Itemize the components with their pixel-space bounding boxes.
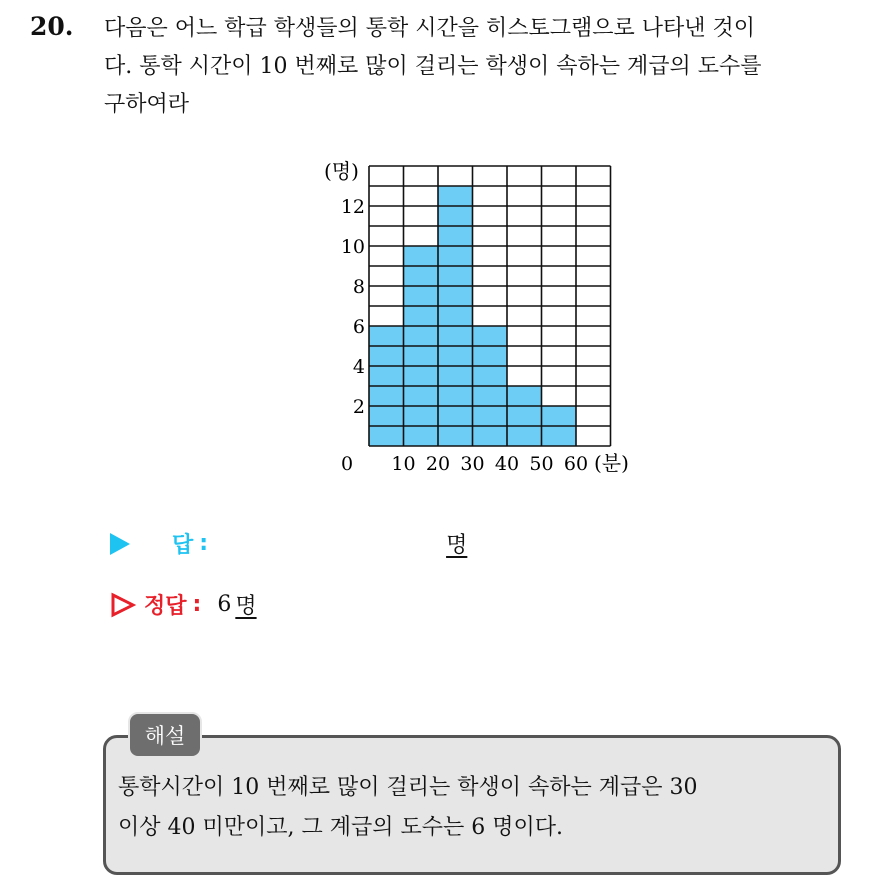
question-line: 다. 통학 시간이 10 번째로 많이 걸리는 학생이 속하는 계급의 도수를: [104, 54, 762, 79]
question-line: 다음은 어느 학급 학생들의 통학 시간을 히스토그램으로 나타낸 것이: [104, 16, 756, 41]
histogram-bar: [438, 186, 473, 446]
explanation-line: 이상 40 미만이고, 그 계급의 도수는 6 명이다.: [118, 815, 563, 840]
x-tick-label: 30: [460, 453, 485, 475]
y-tick-label: 12: [340, 196, 365, 218]
histogram-chart: [318, 152, 648, 482]
explanation-text: [118, 768, 838, 848]
x-tick-label: 10: [391, 453, 416, 475]
answer-colon: :: [199, 531, 209, 556]
question-text: [104, 10, 874, 124]
y-tick-label: 10: [340, 236, 365, 258]
outline-triangle-icon: [110, 592, 136, 618]
explanation-line: 통학시간이 10 번째로 많이 걸리는 학생이 속하는 계급은 30: [118, 775, 698, 800]
answer-unit: 명: [446, 533, 468, 558]
x-tick-label: 40: [494, 453, 520, 475]
x-tick-label: 50: [529, 453, 554, 475]
question-number: 20.: [30, 12, 74, 41]
x-tick-label: 20: [425, 453, 451, 475]
histogram-bar: [507, 386, 542, 446]
x-tick-labels: [341, 453, 588, 475]
y-tick-label: 4: [352, 356, 365, 378]
y-tick-labels: [341, 196, 365, 418]
correct-answer-colon: :: [192, 592, 202, 617]
y-tick-label: 6: [352, 316, 365, 338]
explanation-tag: 해설: [128, 712, 202, 758]
question-line: 구하여라: [104, 92, 190, 117]
answer-label: 답: [172, 533, 194, 558]
play-triangle-icon: [110, 533, 130, 555]
y-tick-label: 2: [352, 396, 365, 418]
x-axis-label: (분): [594, 451, 629, 475]
x-tick-label: 0: [341, 453, 354, 475]
answer-row: [110, 528, 467, 559]
correct-answer-value: 6: [217, 592, 232, 617]
y-axis-label: (명): [324, 159, 359, 183]
y-tick-label: 8: [352, 276, 365, 298]
x-tick-label: 60: [563, 453, 589, 475]
correct-answer-label: 정답: [144, 594, 187, 619]
correct-answer-row: [110, 589, 257, 620]
correct-answer-unit: 명: [235, 594, 257, 619]
